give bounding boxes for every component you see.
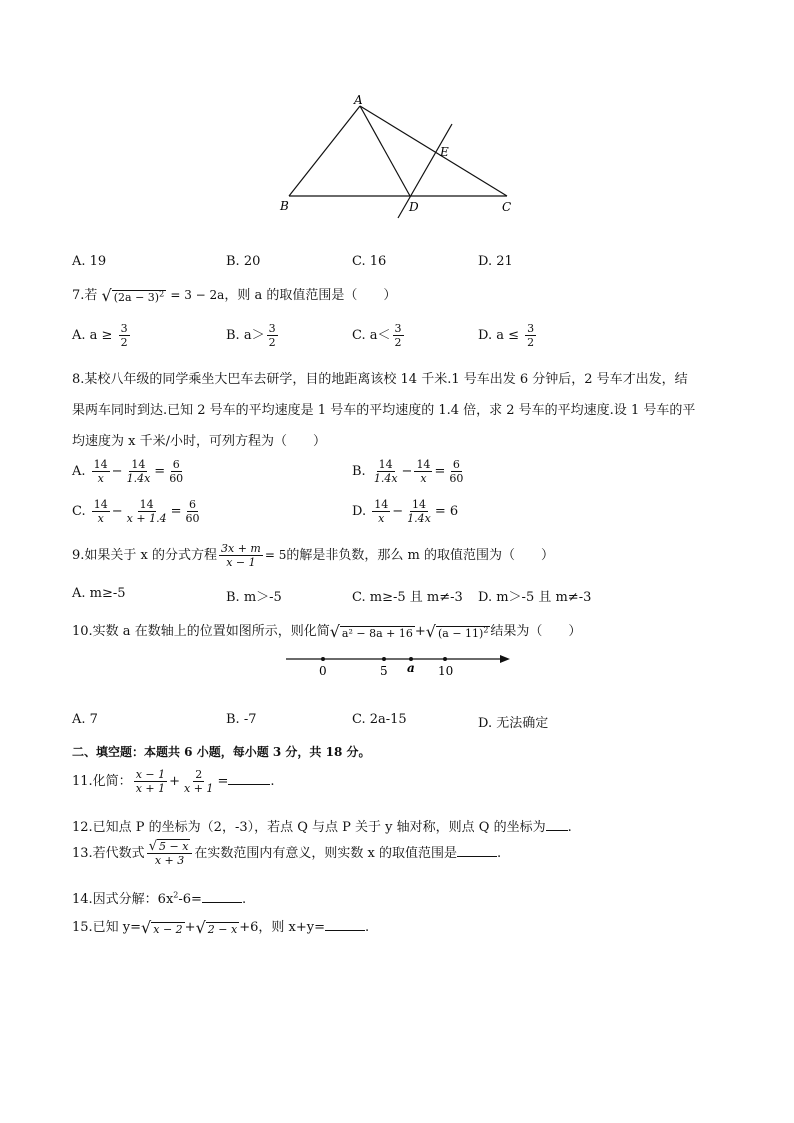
q7-suffix: ，则 a 的取值范围是（ ） <box>224 288 397 303</box>
answer-blank[interactable] <box>546 830 568 831</box>
label-e: E <box>440 145 449 159</box>
fraction: $\frac{3}{2}$ <box>120 322 128 349</box>
q7-radicand: (2a − 3) <box>113 291 160 304</box>
fraction: $\frac{x - 1}{x + 1}$ <box>135 768 166 795</box>
line-de <box>398 124 452 218</box>
tick-dot-0 <box>321 657 325 661</box>
question-13: 13.若代数式 $\frac{√ 5 - x}{x + 3}$ 在实数范围内有意义，则实数 x 的取值范围是 . <box>72 839 502 867</box>
q10-radical-2: √ $(a - 11)^2$ <box>425 622 489 641</box>
question-14: 14.因式分解：$6x^2-6=$ . <box>72 890 247 907</box>
label-d: D <box>409 200 419 214</box>
question-12: 12.已知点 P 的坐标为（2，-3），若点 Q 与点 P 关于 y 轴对称，则点 Q 的坐标为 . <box>72 820 572 835</box>
q7-prefix: 7.若 <box>72 288 98 303</box>
fraction: $\frac{3x + m}{x - 1}$ <box>221 542 261 569</box>
q8-line-1: 8.某校八年级的同学乘坐大巴车去研学，目的地距离该校 14 千米.1 号车出发 6 分钟后，2 号车才出发，结 <box>72 372 688 387</box>
fraction: $\frac{6}{60}$ <box>449 458 464 485</box>
fraction: $\frac{14}{1.4x}$ <box>407 498 431 525</box>
q10-option-a: A. 7 <box>72 712 98 727</box>
tick-label-a: a <box>407 661 415 675</box>
answer-blank[interactable] <box>325 930 365 931</box>
tick-label-5: 5 <box>380 664 388 678</box>
q7-radical: √ $(2a - 3)^2$ <box>101 286 165 305</box>
tick-dot-10 <box>443 657 447 661</box>
q8-option-b: B. $\frac{14}{1.4x}$ − $\frac{14}{x}$ = $\frac{6}{60}$ <box>352 458 464 485</box>
answer-blank[interactable] <box>228 784 270 785</box>
segment-ab <box>289 106 360 196</box>
q8-option-d: D. $\frac{14}{x}$ − $\frac{14}{1.4x}$ = 6 <box>352 498 459 525</box>
number-line <box>280 648 520 684</box>
question-11: 11.化简： $\frac{x - 1}{x + 1}$ + $\frac{2}{x + 1}$ = . <box>72 768 275 795</box>
q7-exponent: 2 <box>159 289 165 299</box>
q15-radical-2: √ 2 − x <box>195 918 238 937</box>
q10-radical-1: √ a² − 8a + 16 <box>329 622 413 641</box>
q10-option-b: B. -7 <box>226 712 257 727</box>
label-a: A <box>354 93 363 107</box>
section-heading: 二、填空题：本题共 6 小题，每小题 3 分，共 18 分。 <box>72 745 371 759</box>
axis-arrow-icon <box>500 655 510 663</box>
fraction: $\frac{14}{x}$ <box>93 458 108 485</box>
segment-ac <box>360 106 507 196</box>
q6-option-a: A. 19 <box>72 254 107 269</box>
fraction: $\frac{14}{x}$ <box>93 498 108 525</box>
fraction: $\frac{14}{1.4x}$ <box>126 458 151 485</box>
fraction: $\frac{√ 5 - x}{x + 3}$ <box>147 840 193 867</box>
answer-blank[interactable] <box>457 856 497 857</box>
q6-option-d: D. 21 <box>478 254 513 269</box>
label-b: B <box>280 199 289 213</box>
q9-option-b: B. m＞-5 <box>226 590 282 605</box>
q10-option-c: C. 2a-15 <box>352 712 407 727</box>
tick-label-0: 0 <box>319 664 327 678</box>
fraction: $\frac{3}{2}$ <box>527 322 535 349</box>
fraction: $\frac{6}{60}$ <box>169 458 184 485</box>
fraction: $\frac{14}{x + 1.4}$ <box>126 498 167 525</box>
q9-option-a: A. m≥-5 <box>72 586 126 601</box>
tick-label-10: 10 <box>438 664 454 678</box>
q6-option-b: B. 20 <box>226 254 261 269</box>
fraction: $\frac{14}{1.4x}$ <box>373 458 398 485</box>
q7-option-a: A. a ≥ $\frac{3}{2}$ <box>72 322 128 349</box>
fraction: $\frac{3}{2}$ <box>268 322 276 349</box>
q10-option-d: D. 无法确定 <box>478 716 549 731</box>
question-10: 10.实数 a 在数轴上的位置如图所示，则化简√ a² − 8a + 16 +√ $(a - 11)^2$ 结果为（ ） <box>72 622 582 641</box>
tick-dot-5 <box>382 657 386 661</box>
q8-line-2: 果两车同时到达.已知 2 号车的平均速度是 1 号车的平均速度的 1.4 倍，求 2 号车的平均速度.设 1 号车的平 <box>72 403 696 418</box>
fraction: $\frac{3}{2}$ <box>394 322 402 349</box>
q8-option-a: A. $\frac{14}{x}$ − $\frac{14}{1.4x}$ = $\frac{6}{60}$ <box>72 458 184 485</box>
fraction: $\frac{2}{x + 1}$ <box>184 768 214 795</box>
fraction: $\frac{14}{x}$ <box>374 498 389 525</box>
q7-option-b: B. a＞ $\frac{3}{2}$ <box>226 322 276 349</box>
q8-line-3: 均速度为 x 千米/小时，可列方程为（ ） <box>72 434 326 449</box>
segment-ad <box>360 106 410 196</box>
fraction: $\frac{6}{60}$ <box>185 498 200 525</box>
question-9: 9.如果关于 x 的分式方程 $\frac{3x + m}{x - 1}$ = 5的解是非负数，那么 m 的取值范围为（ ） <box>72 542 554 569</box>
q9-option-c: C. m≥-5 且 m≠-3 <box>352 590 463 605</box>
q7-rhs: = 3 − 2a <box>170 288 225 302</box>
q7-option-c: C. a＜ $\frac{3}{2}$ <box>352 322 402 349</box>
fraction: $\frac{14}{x}$ <box>416 458 431 485</box>
q8-option-c: C. $\frac{14}{x}$ − $\frac{14}{x + 1.4}$ = $\frac{6}{60}$ <box>72 498 200 525</box>
triangle-figure <box>270 90 530 220</box>
question-15: 15.已知 y=√ x − 2 +√ 2 − x +6，则 x+y= . <box>72 918 370 937</box>
question-7 <box>72 284 396 305</box>
label-c: C <box>502 200 512 214</box>
q15-radical-1: √ x − 2 <box>141 918 183 937</box>
q9-option-d: D. m＞-5 且 m≠-3 <box>478 590 592 605</box>
q6-option-c: C. 16 <box>352 254 387 269</box>
answer-blank[interactable] <box>202 902 242 903</box>
q7-option-d: D. a ≤ $\frac{3}{2}$ <box>478 322 535 349</box>
